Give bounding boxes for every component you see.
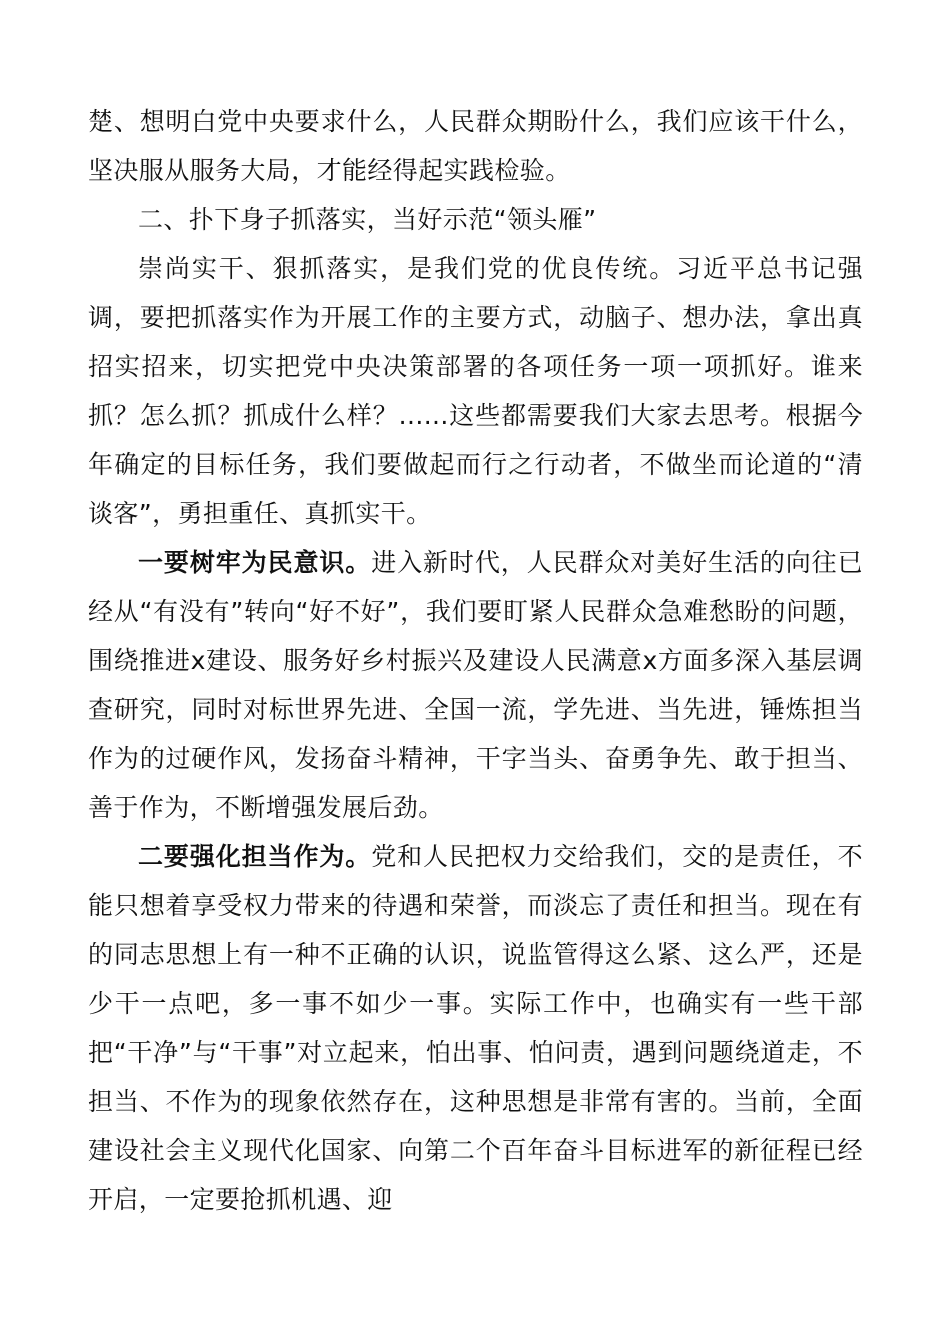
paragraph-text: 进入新时代，人民群众对美好生活的向往已经从“有没有”转向“好不好”，我们要盯紧人民群众急难愁盼的问题，围绕推进x建设、服务好乡村振兴及建设人民满意x方面多深入基层调查研究，同时对标世界先进、全国一流，学先进、当先进，锤炼担当作为的过硬作风，发扬奋斗精神，干字当头、奋勇争先、敢于担当、善于作为，不断增强发展后劲。 <box>88 548 863 822</box>
paragraph-lead: 二要强化担当作为。 <box>138 842 372 871</box>
section-heading <box>88 195 863 244</box>
paragraph-text: 楚、想明白党中央要求什么，人民群众期盼什么，我们应该干什么，坚决服从服务大局，才能经得起实践检验。 <box>88 107 863 185</box>
paragraph-text: 党和人民把权力交给我们，交的是责任，不能只想着享受权力带来的待遇和荣誉，而淡忘了责任和担当。现在有的同志思想上有一种不正确的认识，说监管得这么紧、这么严，还是少干一点吧，多一事不如少一事。实际工作中，也确实有一些干部把“干净”与“干事”对立起来，怕出事、怕问责，遇到问题绕道走，不担当、不作为的现象依然存在，这种思想是非常有害的。当前，全面建设社会主义现代化国家、向第二个百年奋斗目标进军的新征程已经开启，一定要抢抓机遇、迎 <box>88 842 863 1214</box>
section-heading-text: 二、扑下身子抓落实，当好示范“领头雁” <box>138 205 597 234</box>
paragraph-continued <box>88 97 863 195</box>
paragraph-lead: 一要树牢为民意识。 <box>138 548 372 577</box>
paragraph-point-one <box>88 538 863 832</box>
paragraph-intro <box>88 244 863 538</box>
paragraph-point-two <box>88 832 863 1224</box>
paragraph-text: 崇尚实干、狠抓落实，是我们党的优良传统。习近平总书记强调，要把抓落实作为开展工作的主要方式，动脑子、想办法，拿出真招实招来，切实把党中央决策部署的各项任务一项一项抓好。谁来抓？怎么抓？抓成什么样？......这些都需要我们大家去思考。根据今年确定的目标任务，我们要做起而行之行动者，不做坐而论道的“清谈客”，勇担重任、真抓实干。 <box>88 254 863 528</box>
document-page <box>88 97 863 1224</box>
